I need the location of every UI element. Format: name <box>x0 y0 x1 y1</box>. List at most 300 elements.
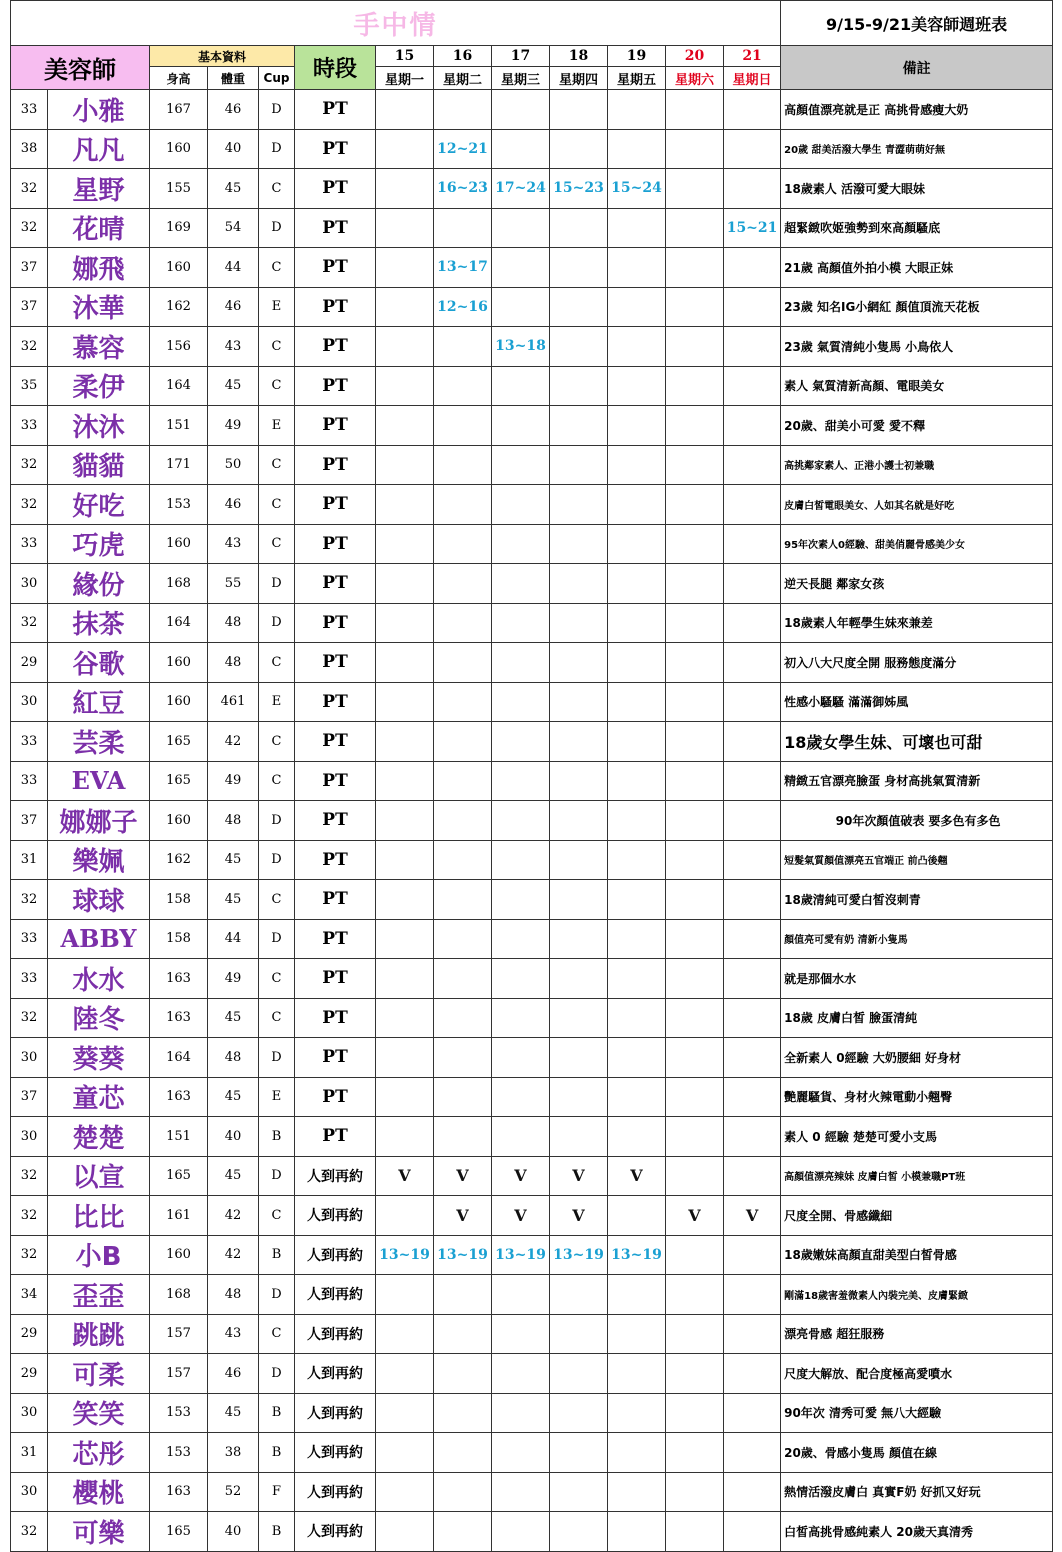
stylist-name: 跳跳 <box>48 1314 150 1354</box>
day-number: 20 <box>666 46 724 67</box>
stylist-name: 慕容 <box>48 327 150 367</box>
age-cell: 33 <box>11 959 48 999</box>
schedule-cell <box>492 1038 550 1078</box>
schedule-cell <box>434 1077 492 1117</box>
slot-cell: PT <box>295 959 376 999</box>
schedule-cell <box>608 524 666 564</box>
schedule-cell <box>550 761 608 801</box>
schedule-cell <box>666 485 724 525</box>
schedule-cell <box>666 1472 724 1512</box>
schedule-cell: V <box>550 1196 608 1236</box>
slot-cell: 人到再約 <box>295 1275 376 1315</box>
schedule-cell <box>434 208 492 248</box>
height-cell: 163 <box>150 998 208 1038</box>
slot-cell: 人到再約 <box>295 1512 376 1552</box>
weight-cell: 54 <box>208 208 259 248</box>
schedule-cell: 13~19 <box>608 1235 666 1275</box>
note-cell: 素人 氣質清新高顏、電眼美女 <box>781 366 1053 406</box>
schedule-cell <box>550 1393 608 1433</box>
schedule-cell <box>724 959 781 999</box>
height-cell: 157 <box>150 1354 208 1394</box>
schedule-cell <box>724 1433 781 1473</box>
schedule-cell <box>550 1512 608 1552</box>
cup-cell: E <box>259 406 295 446</box>
slot-cell: PT <box>295 90 376 130</box>
schedule-cell <box>666 287 724 327</box>
schedule-cell <box>376 761 434 801</box>
cup-cell: C <box>259 327 295 367</box>
note-cell: 素人 0 經驗 楚楚可愛小支馬 <box>781 1117 1053 1157</box>
schedule-cell: 13~18 <box>492 327 550 367</box>
schedule-cell <box>724 1275 781 1315</box>
height-cell: 155 <box>150 169 208 209</box>
slot-cell: PT <box>295 801 376 841</box>
slot-cell: 人到再約 <box>295 1393 376 1433</box>
weight-cell: 46 <box>208 287 259 327</box>
schedule-cell <box>724 1512 781 1552</box>
table-row <box>11 1235 1053 1275</box>
weight-cell: 40 <box>208 1117 259 1157</box>
table-row <box>11 366 1053 406</box>
age-cell: 32 <box>11 485 48 525</box>
schedule-cell <box>724 366 781 406</box>
table-row <box>11 1275 1053 1315</box>
cup-cell: B <box>259 1393 295 1433</box>
height-cell: 160 <box>150 801 208 841</box>
slot-cell: 人到再約 <box>295 1156 376 1196</box>
stylist-name: 沐華 <box>48 287 150 327</box>
weight-cell: 38 <box>208 1433 259 1473</box>
stylist-name: 水水 <box>48 959 150 999</box>
weight-cell: 49 <box>208 959 259 999</box>
schedule-cell <box>434 682 492 722</box>
height-cell: 168 <box>150 564 208 604</box>
height-cell: 163 <box>150 1472 208 1512</box>
schedule-cell: 13~19 <box>492 1235 550 1275</box>
weight-cell: 45 <box>208 880 259 920</box>
schedule-cell: 13~17 <box>434 248 492 288</box>
schedule-cell <box>724 1156 781 1196</box>
schedule-cell <box>666 1235 724 1275</box>
schedule-cell <box>492 801 550 841</box>
weight-cell: 48 <box>208 801 259 841</box>
schedule-cell <box>434 1393 492 1433</box>
table-row <box>11 327 1053 367</box>
cup-cell: D <box>259 840 295 880</box>
stylist-name: 貓貓 <box>48 445 150 485</box>
weight-cell: 55 <box>208 564 259 604</box>
weight-cell: 43 <box>208 327 259 367</box>
schedule-cell <box>608 761 666 801</box>
schedule-cell <box>608 1038 666 1078</box>
schedule-cell <box>492 1117 550 1157</box>
slot-cell: PT <box>295 169 376 209</box>
stylist-name: 柔伊 <box>48 366 150 406</box>
schedule-cell <box>550 248 608 288</box>
table-row <box>11 919 1053 959</box>
schedule-cell <box>666 524 724 564</box>
schedule-cell <box>666 840 724 880</box>
schedule-cell <box>550 445 608 485</box>
height-cell: 153 <box>150 1393 208 1433</box>
height-cell: 160 <box>150 524 208 564</box>
schedule-cell <box>666 208 724 248</box>
weight-cell: 43 <box>208 524 259 564</box>
schedule-cell <box>724 327 781 367</box>
schedule-cell <box>550 1433 608 1473</box>
weight-cell: 45 <box>208 366 259 406</box>
table-row <box>11 564 1053 604</box>
note-cell: 全新素人 0經驗 大奶腰細 好身材 <box>781 1038 1053 1078</box>
schedule-cell: 17~24 <box>492 169 550 209</box>
schedule-cell <box>492 208 550 248</box>
schedule-cell <box>608 1275 666 1315</box>
height-cell: 167 <box>150 90 208 130</box>
age-cell: 30 <box>11 1393 48 1433</box>
cup-cell: F <box>259 1472 295 1512</box>
day-number: 17 <box>492 46 550 67</box>
schedule-cell <box>550 564 608 604</box>
stylist-name: 凡凡 <box>48 129 150 169</box>
schedule-cell <box>550 682 608 722</box>
schedule-cell <box>434 1433 492 1473</box>
stylist-name: 花晴 <box>48 208 150 248</box>
weight-cell: 42 <box>208 1235 259 1275</box>
schedule-cell <box>666 880 724 920</box>
schedule-cell <box>492 840 550 880</box>
schedule-cell <box>492 959 550 999</box>
schedule-cell <box>434 406 492 446</box>
note-cell: 20歲、骨感小隻馬 顏值在線 <box>781 1433 1053 1473</box>
age-cell: 29 <box>11 1354 48 1394</box>
day-name: 星期四 <box>550 67 608 90</box>
slot-cell: PT <box>295 564 376 604</box>
table-row <box>11 287 1053 327</box>
table-row <box>11 445 1053 485</box>
table-row <box>11 682 1053 722</box>
cup-cell: C <box>259 169 295 209</box>
schedule-cell <box>492 287 550 327</box>
slot-cell: PT <box>295 998 376 1038</box>
schedule-table <box>10 0 1053 1552</box>
stylist-name: 芸柔 <box>48 722 150 762</box>
schedule-cell <box>434 485 492 525</box>
stylist-name: 櫻桃 <box>48 1472 150 1512</box>
schedule-cell <box>666 643 724 683</box>
schedule-cell: V <box>434 1196 492 1236</box>
day-number: 18 <box>550 46 608 67</box>
table-row <box>11 248 1053 288</box>
age-cell: 32 <box>11 208 48 248</box>
schedule-cell <box>550 524 608 564</box>
schedule-cell: 12~21 <box>434 129 492 169</box>
schedule-cell <box>724 1314 781 1354</box>
schedule-cell <box>376 366 434 406</box>
height-cell: 160 <box>150 1235 208 1275</box>
schedule-cell <box>550 327 608 367</box>
day-name: 星期日 <box>724 67 781 90</box>
age-cell: 30 <box>11 682 48 722</box>
height-cell: 168 <box>150 1275 208 1315</box>
schedule-cell <box>608 1117 666 1157</box>
note-cell: 高顏值漂亮辣妹 皮膚白皙 小模兼職PT班 <box>781 1156 1053 1196</box>
age-cell: 29 <box>11 643 48 683</box>
note-cell: 23歲 知名IG小網紅 顏值頂流天花板 <box>781 287 1053 327</box>
schedule-cell <box>666 327 724 367</box>
slot-cell: PT <box>295 327 376 367</box>
weight-cell: 48 <box>208 1038 259 1078</box>
schedule-cell <box>666 761 724 801</box>
age-cell: 32 <box>11 1235 48 1275</box>
schedule-cell <box>376 1038 434 1078</box>
schedule-rows <box>11 90 1053 1552</box>
schedule-cell <box>492 643 550 683</box>
schedule-cell <box>550 840 608 880</box>
schedule-cell <box>550 1038 608 1078</box>
schedule-cell <box>724 287 781 327</box>
table-row <box>11 603 1053 643</box>
schedule-cell <box>376 1275 434 1315</box>
schedule-cell <box>434 1275 492 1315</box>
cup-cell: D <box>259 129 295 169</box>
schedule-cell <box>666 919 724 959</box>
cup-cell: C <box>259 959 295 999</box>
schedule-cell <box>492 129 550 169</box>
schedule-cell: 15~21 <box>724 208 781 248</box>
table-row <box>11 1472 1053 1512</box>
day-number: 19 <box>608 46 666 67</box>
schedule-cell <box>434 998 492 1038</box>
schedule-cell <box>434 1512 492 1552</box>
schedule-cell <box>608 801 666 841</box>
schedule-cell <box>376 1077 434 1117</box>
schedule-cell <box>376 90 434 130</box>
schedule-cell <box>666 801 724 841</box>
schedule-cell <box>666 959 724 999</box>
cup-cell: C <box>259 1196 295 1236</box>
schedule-cell <box>724 90 781 130</box>
height-cell: 164 <box>150 366 208 406</box>
stylist-name: 歪歪 <box>48 1275 150 1315</box>
stylist-name: 笑笑 <box>48 1393 150 1433</box>
slot-cell: PT <box>295 1077 376 1117</box>
schedule-cell <box>434 722 492 762</box>
stylist-name: 緣份 <box>48 564 150 604</box>
table-row <box>11 998 1053 1038</box>
schedule-cell <box>608 682 666 722</box>
schedule-cell <box>608 840 666 880</box>
schedule-cell <box>666 1117 724 1157</box>
schedule-cell <box>492 722 550 762</box>
schedule-cell <box>550 208 608 248</box>
cup-cell: D <box>259 919 295 959</box>
schedule-cell <box>666 1038 724 1078</box>
sheet-title: 手中情 <box>11 1 781 46</box>
height-cell: 160 <box>150 129 208 169</box>
cup-cell: D <box>259 208 295 248</box>
schedule-cell <box>434 327 492 367</box>
slot-cell: PT <box>295 761 376 801</box>
slot-cell: PT <box>295 366 376 406</box>
table-row <box>11 406 1053 446</box>
schedule-cell <box>376 1196 434 1236</box>
stylist-name: 楚楚 <box>48 1117 150 1157</box>
slot-cell: PT <box>295 208 376 248</box>
schedule-cell <box>608 366 666 406</box>
schedule-cell <box>724 485 781 525</box>
schedule-cell <box>550 1077 608 1117</box>
stylist-name: 星野 <box>48 169 150 209</box>
height-cell: 158 <box>150 919 208 959</box>
schedule-cell <box>666 1077 724 1117</box>
cup-cell: D <box>259 564 295 604</box>
weight-cell: 42 <box>208 1196 259 1236</box>
schedule-cell <box>492 524 550 564</box>
schedule-cell <box>550 1314 608 1354</box>
table-row <box>11 1196 1053 1236</box>
height-cell: 165 <box>150 722 208 762</box>
weight-cell: 49 <box>208 761 259 801</box>
cup-cell: C <box>259 1314 295 1354</box>
schedule-cell <box>724 1393 781 1433</box>
weight-cell: 45 <box>208 1156 259 1196</box>
slot-cell: PT <box>295 129 376 169</box>
schedule-cell <box>724 169 781 209</box>
schedule-cell: 16~23 <box>434 169 492 209</box>
height-cell: 165 <box>150 1156 208 1196</box>
schedule-cell <box>666 445 724 485</box>
schedule-cell <box>666 366 724 406</box>
age-cell: 30 <box>11 1472 48 1512</box>
schedule-cell <box>376 564 434 604</box>
height-cell: 169 <box>150 208 208 248</box>
note-cell: 熱情活潑皮膚白 真實F奶 好抓又好玩 <box>781 1472 1053 1512</box>
age-cell: 37 <box>11 801 48 841</box>
schedule-cell <box>376 1393 434 1433</box>
schedule-cell <box>666 1354 724 1394</box>
schedule-cell <box>550 1354 608 1394</box>
slot-cell: PT <box>295 643 376 683</box>
schedule-cell <box>724 603 781 643</box>
schedule-cell <box>608 643 666 683</box>
schedule-cell <box>666 406 724 446</box>
schedule-cell <box>492 998 550 1038</box>
age-cell: 29 <box>11 1314 48 1354</box>
age-cell: 32 <box>11 998 48 1038</box>
schedule-cell <box>376 169 434 209</box>
schedule-cell <box>492 248 550 288</box>
note-cell: 90年次顏值破表 要多色有多色 <box>781 801 1053 841</box>
table-row <box>11 1433 1053 1473</box>
height-cell: 165 <box>150 1512 208 1552</box>
stylist-name: 小B <box>48 1235 150 1275</box>
schedule-cell <box>608 959 666 999</box>
schedule-cell <box>376 959 434 999</box>
note-cell: 精緻五官漂亮臉蛋 身材高挑氣質清新 <box>781 761 1053 801</box>
age-cell: 33 <box>11 90 48 130</box>
height-cell: 162 <box>150 840 208 880</box>
weight-cell: 46 <box>208 90 259 130</box>
table-row <box>11 129 1053 169</box>
schedule-cell <box>608 445 666 485</box>
schedule-cell: V <box>492 1196 550 1236</box>
table-row <box>11 722 1053 762</box>
note-cell: 尺度全開、骨感纖細 <box>781 1196 1053 1236</box>
height-cell: 153 <box>150 1433 208 1473</box>
stylist-name: 童芯 <box>48 1077 150 1117</box>
schedule-cell <box>550 880 608 920</box>
table-row <box>11 208 1053 248</box>
slot-cell: PT <box>295 485 376 525</box>
schedule-cell <box>608 998 666 1038</box>
height-cell: 158 <box>150 880 208 920</box>
table-row <box>11 840 1053 880</box>
schedule-cell: V <box>608 1156 666 1196</box>
schedule-cell <box>492 564 550 604</box>
schedule-cell <box>434 564 492 604</box>
schedule-cell <box>724 1077 781 1117</box>
schedule-cell: 15~24 <box>608 169 666 209</box>
schedule-cell: V <box>376 1156 434 1196</box>
age-cell: 33 <box>11 406 48 446</box>
schedule-cell <box>434 366 492 406</box>
schedule-cell <box>492 1275 550 1315</box>
slot-cell: PT <box>295 840 376 880</box>
note-cell: 性感小騷騷 滿滿御姊風 <box>781 682 1053 722</box>
table-row <box>11 1117 1053 1157</box>
cup-cell: C <box>259 445 295 485</box>
schedule-cell <box>550 485 608 525</box>
cup-cell: D <box>259 801 295 841</box>
schedule-cell <box>492 761 550 801</box>
schedule-cell <box>666 1393 724 1433</box>
cup-cell: C <box>259 761 295 801</box>
schedule-cell <box>608 1196 666 1236</box>
schedule-cell <box>666 248 724 288</box>
age-cell: 37 <box>11 1077 48 1117</box>
schedule-cell <box>608 1472 666 1512</box>
schedule-cell <box>492 1393 550 1433</box>
schedule-cell: 13~19 <box>376 1235 434 1275</box>
height-cell: 161 <box>150 1196 208 1236</box>
schedule-cell <box>608 1354 666 1394</box>
schedule-cell <box>492 682 550 722</box>
stylist-name: 沐沐 <box>48 406 150 446</box>
weight-cell: 45 <box>208 840 259 880</box>
schedule-cell <box>492 1354 550 1394</box>
weight-cell: 40 <box>208 129 259 169</box>
table-row <box>11 761 1053 801</box>
schedule-cell <box>724 880 781 920</box>
height-cell: 153 <box>150 485 208 525</box>
schedule-cell <box>550 406 608 446</box>
schedule-cell <box>724 445 781 485</box>
schedule-cell <box>376 1433 434 1473</box>
weight-cell: 46 <box>208 485 259 525</box>
stylist-name: 陸冬 <box>48 998 150 1038</box>
schedule-cell <box>434 1038 492 1078</box>
day-name: 星期六 <box>666 67 724 90</box>
table-row <box>11 524 1053 564</box>
slot-cell: PT <box>295 682 376 722</box>
note-cell: 20歲、甜美小可愛 愛不釋 <box>781 406 1053 446</box>
age-cell: 30 <box>11 1117 48 1157</box>
age-cell: 32 <box>11 327 48 367</box>
schedule-cell <box>434 1314 492 1354</box>
stylist-name: 好吃 <box>48 485 150 525</box>
stylist-name: 以宣 <box>48 1156 150 1196</box>
weight-cell: 46 <box>208 1354 259 1394</box>
